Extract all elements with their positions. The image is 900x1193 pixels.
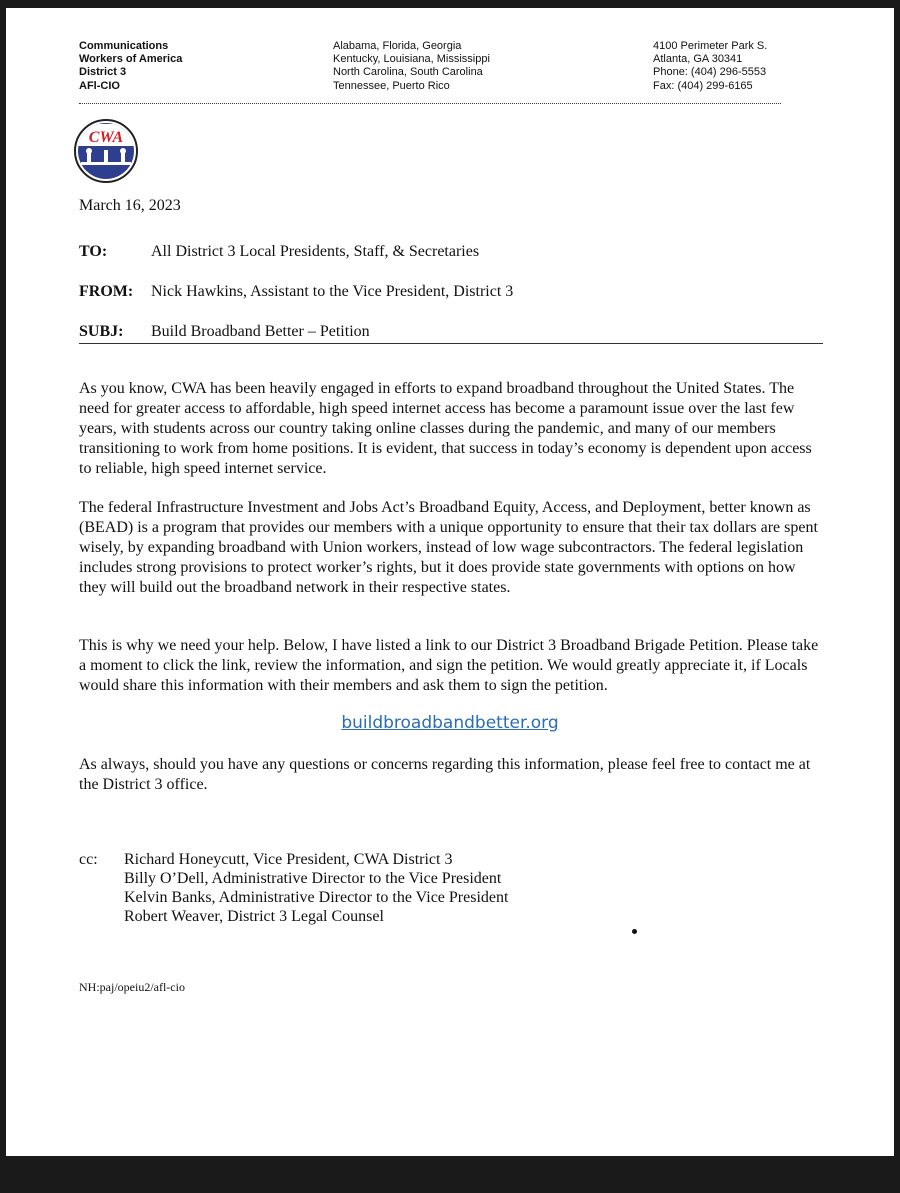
letterhead-divider <box>79 103 781 104</box>
states-line: Alabama, Florida, Georgia <box>333 40 462 52</box>
body-paragraph-3: This is why we need your help. Below, I have listed a link to our District 3 Broadband Brigade Petition. Please take a moment to click the link, review the information, and sign the petition. We would greatly appreciate it, if Locals would share this information with their members and ask them to sign the petition. <box>79 637 819 694</box>
memo-from-label: FROM: <box>79 283 134 300</box>
memo-subject-value: Build Broadband Better – Petition <box>151 323 370 340</box>
letterhead-org <box>79 40 182 93</box>
memo-to-value: All District 3 Local Presidents, Staff, & Secretaries <box>151 243 480 260</box>
org-line: Communications <box>79 40 169 52</box>
contact-line: 4100 Perimeter Park S. <box>653 40 768 52</box>
memo-subject-label: SUBJ: <box>79 323 124 340</box>
cc-recipient: Robert Weaver, District 3 Legal Counsel <box>124 908 384 925</box>
subject-divider <box>79 343 823 344</box>
body-paragraph-2: The federal Infrastructure Investment and Jobs Act’s Broadband Equity, Access, and Deployment, better known as (BEAD) is a program that provides our members with a unique opportunity to ensure that their tax dollars are spent wisely, by expanding broadband with Union workers, instead of low wage subcontractors. The federal legislation includes strong provisions to protect worker’s rights, but it does provide state governments with options on how they will build out the broadband network in their respective states. <box>79 499 818 596</box>
cc-recipient: Richard Honeycutt, Vice President, CWA District 3 <box>124 851 453 868</box>
cc-list <box>124 850 508 926</box>
cc-label: cc: <box>79 851 98 868</box>
logo-text: CWA <box>88 129 124 146</box>
body-paragraph-1: As you know, CWA has been heavily engaged in efforts to expand broadband throughout the United States. The need for greater access to affordable, high speed internet access has become a paramount issue over the last few years, with students across our country taking online classes during the pandemic, and many of our members transitioning to work from home positions. It is evident, that success in today’s economy is dependent upon access to reliable, high speed internet service. <box>79 380 812 477</box>
states-line: North Carolina, South Carolina <box>333 66 483 79</box>
body-paragraph-4: As always, should you have any questions or concerns regarding this information, please feel free to contact me at the District 3 office. <box>79 756 811 793</box>
document-page <box>6 8 894 1156</box>
org-line: AFl-CIO <box>79 79 120 92</box>
org-line: District 3 <box>79 66 127 79</box>
states-line: Tennessee, Puerto Rico <box>333 79 450 92</box>
memo-subject-row <box>79 323 370 341</box>
contact-line: Phone: (404) 296-5553 <box>653 66 767 79</box>
letterhead-contact <box>653 40 767 93</box>
cc-recipient: Kelvin Banks, Administrative Director to the Vice President <box>124 889 509 906</box>
contact-line: Atlanta, GA 30341 <box>653 53 743 66</box>
letterhead-states <box>333 40 490 93</box>
stray-dot <box>632 929 637 934</box>
memo-to-row <box>79 243 479 261</box>
cwa-logo-icon <box>73 118 139 184</box>
petition-link[interactable]: buildbroadbandbetter.org <box>341 713 559 733</box>
org-line: Workers of America <box>79 53 183 66</box>
memo-from-row <box>79 283 513 301</box>
memo-from-value: Nick Hawkins, Assistant to the Vice President, District 3 <box>151 283 514 300</box>
memo-to-label: TO: <box>79 243 108 260</box>
cc-recipient: Billy O’Dell, Administrative Director to the Vice President <box>124 870 502 887</box>
memo-date: March 16, 2023 <box>79 197 181 214</box>
states-line: Kentucky, Louisiana, Mississippi <box>333 53 490 66</box>
contact-line: Fax: (404) 299-6165 <box>653 79 753 92</box>
reference-initials: NH:paj/opeiu2/afl-cio <box>79 980 185 994</box>
